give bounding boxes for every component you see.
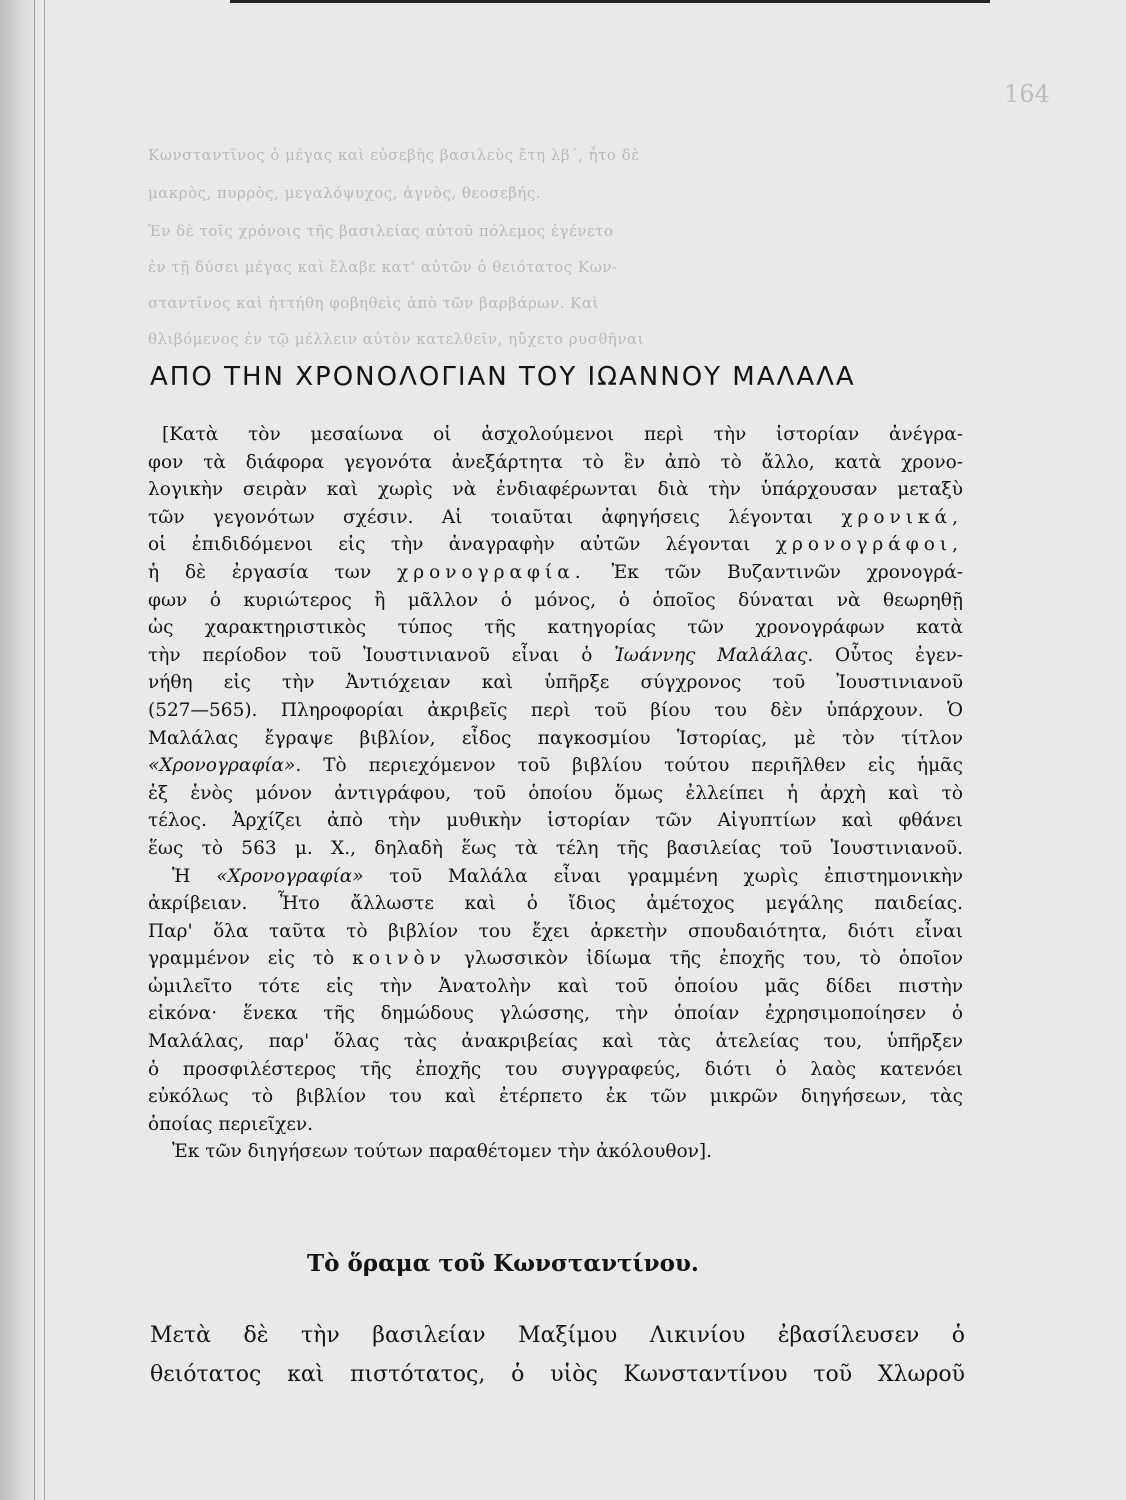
text-fragment: γραμμένον εἰς τὸ <box>148 948 335 970</box>
page-fold-line <box>44 0 45 1500</box>
text-line: ἐξ ἑνὸς μόνον ἀντιγράφου, τοῦ ὁποίου ὅμως ἐλλείπει ἡ ἀρχὴ καὶ τὸ <box>148 782 963 804</box>
text-fragment: Οὗτος ἐγεν- <box>835 644 964 666</box>
text-line <box>148 504 963 532</box>
text-line: ἕως τὸ 563 μ. Χ., δηλαδὴ ἕως τὰ τέλη τῆς βασιλείας τοῦ Ἰουστινιανοῦ. <box>148 837 963 859</box>
text-line: ὁποίας περιεῖχεν. <box>148 1113 314 1135</box>
text-line: εὐκόλως τὸ βιβλίον του καὶ ἐτέρπετο ἐκ τῶν μικρῶν διηγήσεων, τὰς <box>148 1086 963 1108</box>
bleed-through-line: μακρὸς, πυρρὸς, μεγαλόψυχος, ἁγνὸς, θεοσεβής. <box>148 184 542 202</box>
text-line: Μαλάλας ἔγραψε βιβλίον, εἶδος παγκοσμίου Ἱστορίας, μὲ τὸν τίτλον <box>148 727 963 749</box>
text-line <box>148 752 963 780</box>
book-title: «Χρονογραφία» <box>216 865 364 887</box>
section-heading: Τὸ ὅραμα τοῦ Κωνσταντίνου. <box>307 1250 699 1277</box>
text-fragment: ἡ δὲ ἐργασία των <box>148 561 372 583</box>
text-fragment: τῶν γεγονότων σχέσιν. Αἱ τοιαῦται ἀφηγήσεις λέγονται <box>148 506 813 528</box>
text-fragment: τὴν περίοδον τοῦ Ἰουστινιανοῦ εἶναι ὁ <box>148 644 593 666</box>
text-line: [Κατὰ τὸν μεσαίωνα οἱ ἀσχολούμενοι περὶ τὴν ἱστορίαν ἀνέγρα- <box>162 424 963 445</box>
text-fragment: οἱ ἐπιδιδόμενοι εἰς τὴν ἀναγραφὴν αὐτῶν λέγονται <box>148 534 751 556</box>
bleed-through-line: Ἐν δὲ τοῖς χρόνοις τῆς βασιλείας αὐτοῦ πόλεμος ἐγένετο <box>148 222 614 240</box>
text-line: Μετὰ δὲ τὴν βασιλείαν Μαξίμου Λικινίου ἐβασίλευσεν ὁ <box>150 1323 965 1348</box>
text-line: τέλος. Ἀρχίζει ἀπὸ τὴν μυθικὴν ἱστορίαν τῶν Αἰγυπτίων καὶ φθάνει <box>148 810 963 832</box>
text-line <box>148 863 963 891</box>
text-line: νήθη εἰς τὴν Ἀντιόχειαν καὶ ὑπῆρξε σύγχρονος τοῦ Ἰουστινιανοῦ <box>148 672 963 694</box>
text-line: ὡμιλεῖτο τότε εἰς τὴν Ἀνατολὴν καὶ τοῦ ὁποίου μᾶς δίδει πιστὴν <box>148 975 963 997</box>
text-line: φον τὰ διάφορα γεγονότα ἀνεξάρτητα τὸ ἓν ἀπὸ τὸ ἄλλο, κατὰ χρονο- <box>148 451 963 473</box>
chapter-title: ΑΠΟ ΤΗΝ ΧΡΟΝΟΛΟΓΙΑΝ ΤΟΥ ΙΩΑΝΝΟΥ ΜΑΛΑΛΑ <box>150 362 856 392</box>
text-line: φων ὁ κυριώτερος ἢ μᾶλλον ὁ μόνος, ὁ ὁποῖος δύναται νὰ θεωρηθῇ <box>148 589 963 611</box>
text-line <box>148 642 963 670</box>
book-binding-edge <box>0 0 35 1500</box>
scan-top-edge <box>230 0 990 3</box>
page-number: 164 <box>1004 80 1050 108</box>
text-fragment: Ἡ <box>172 865 191 887</box>
text-line: ὡς χαρακτηριστικὸς τύπος τῆς κατηγορίας τῶν χρονογράφων κατὰ <box>148 617 963 639</box>
spaced-term: κοινὸν <box>352 948 446 970</box>
text-fragment: Ἐκ τῶν Βυζαντινῶν χρονογρά- <box>611 561 964 583</box>
intro-paragraph <box>148 421 963 1166</box>
spaced-term: χρονογραφία. <box>396 561 586 583</box>
bleed-through-line: σταντῖνος καὶ ἡττήθη φοβηθεὶς ἀπὸ τῶν βαρβάρων. Καὶ <box>148 294 599 312</box>
text-fragment: τοῦ Μαλάλα εἶναι γραμμένη χωρὶς ἐπιστημονικὴν <box>389 865 963 887</box>
text-line <box>148 945 963 973</box>
text-line: Ἐκ τῶν διηγήσεων τούτων παραθέτομεν τὴν ἀκόλουθον]. <box>172 1141 712 1163</box>
text-fragment: γλωσσικὸν ἰδίωμα τῆς ἐποχῆς του, τὸ ὁποῖον <box>463 948 964 970</box>
text-line: (527—565). Πληροφορίαι ἀκριβεῖς περὶ τοῦ βίου του δὲν ὑπάρχουν. Ὁ <box>148 699 963 721</box>
text-fragment: Τὸ περιεχόμενον τοῦ βιβλίου τούτου περιῆλθεν εἰς ἡμᾶς <box>323 755 963 777</box>
book-title: «Χρονογραφία». <box>148 755 302 777</box>
spaced-term: χρονογράφοι, <box>775 534 963 556</box>
body-paragraph <box>150 1316 965 1394</box>
text-line: θειότατος καὶ πιστότατος, ὁ υἱὸς Κωνσταντίνου τοῦ Χλωροῦ <box>150 1362 965 1387</box>
text-line <box>148 559 963 587</box>
text-line: ἀκρίβειαν. Ἦτο ἄλλωστε καὶ ὁ ἴδιος ἀμέτοχος μεγάλης παιδείας. <box>148 893 963 915</box>
text-line <box>148 531 963 559</box>
spaced-term: χρονικά, <box>841 506 963 528</box>
text-line: ὁ προσφιλέστερος τῆς ἐποχῆς του συγγραφεύς, διότι ὁ λαὸς κατενόει <box>148 1058 963 1080</box>
text-line: Μαλάλας, παρ' ὅλας τὰς ἀνακριβείας καὶ τὰς ἀτελείας του, ὑπῆρξεν <box>148 1031 963 1053</box>
text-line: λογικὴν σειρὰν καὶ χωρὶς νὰ ἐνδιαφέρωνται διὰ τὴν ὑπάρχουσαν μεταξὺ <box>148 479 963 501</box>
bleed-through-line: θλιβόμενος ἐν τῷ μέλλειν αὐτὸν κατελθεῖν, ηὔχετο ρυσθῆναι <box>148 330 645 348</box>
text-line: Παρ' ὅλα ταῦτα τὸ βιβλίον του ἔχει ἀρκετὴν σπουδαιότητα, διότι εἶναι <box>148 920 963 942</box>
author-name: Ἰωάννης Μαλάλας. <box>614 644 814 666</box>
bleed-through-line: ἐν τῇ δύσει μέγας καὶ ἔλαβε κατ' αὐτῶν ὁ θειότατος Κων- <box>148 258 618 276</box>
bleed-through-line: Κωνσταντῖνος ὁ μέγας καὶ εὐσεβὴς βασιλεὺς ἔτη λβ΄, ἦτο δὲ <box>148 146 640 164</box>
text-line: εἰκόνα· ἕνεκα τῆς δημώδους γλώσσης, τὴν ὁποίαν ἐχρησιμοποίησεν ὁ <box>148 1003 963 1025</box>
